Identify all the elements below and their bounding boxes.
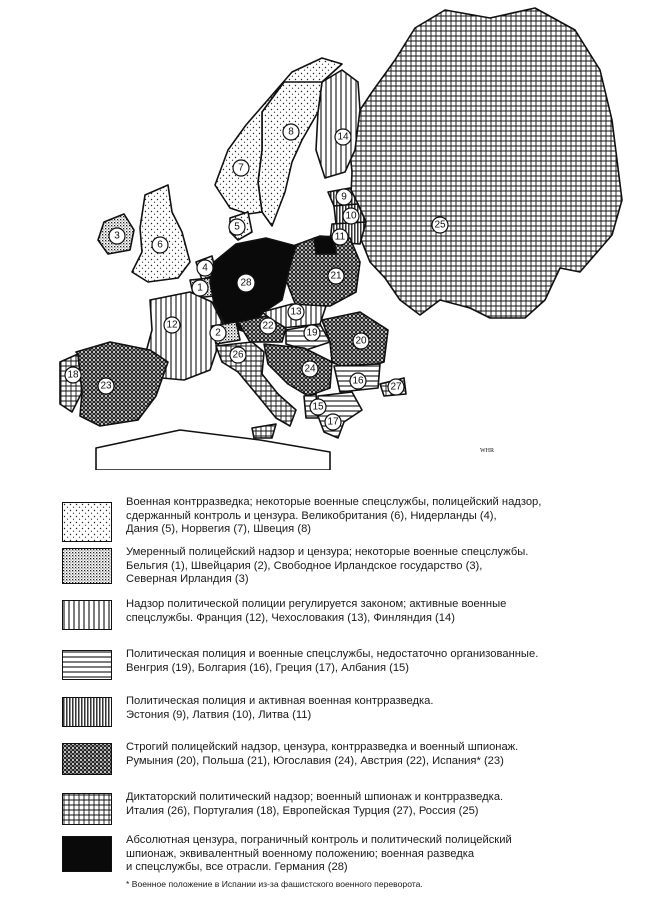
legend-line: Надзор политической полиции регулируется законом; активные военные <box>126 598 507 610</box>
legend-line: Венгрия (19), Болгария (16), Греция (17), Албания (15) <box>126 661 410 674</box>
marker-text: 21 <box>330 270 342 282</box>
legend-line: Италия (26), Португалия (18), Европейская Турция (27), Россия (25) <box>126 804 479 817</box>
marker-text: 7 <box>238 162 244 174</box>
marker-text: 9 <box>341 191 347 203</box>
region-spain <box>76 342 168 426</box>
marker-text: 4 <box>202 262 208 274</box>
legend-description <box>126 648 626 675</box>
marker-18 <box>65 367 81 383</box>
legend-line: шпионаж, эквивалентный военному положению; военная разведка <box>126 847 475 860</box>
marker-text: 19 <box>306 327 318 339</box>
marker-10 <box>343 208 359 224</box>
marker-22 <box>260 318 276 334</box>
legend-swatch <box>62 600 112 630</box>
marker-14 <box>335 129 351 145</box>
legend-line: Строгий полицейский надзор, цензура, контрразведка и военный шпионаж. <box>126 741 519 753</box>
marker-23 <box>98 378 114 394</box>
marker-9 <box>336 189 352 205</box>
legend-line: и спецслужбы, все отрасли. Германия (28) <box>126 861 348 874</box>
legend-description <box>126 741 626 768</box>
north-africa-coast <box>96 430 330 470</box>
region-sicily <box>252 424 276 438</box>
marker-19 <box>304 325 320 341</box>
legend-description <box>126 695 626 722</box>
legend-description <box>126 546 626 587</box>
marker-3 <box>109 228 125 244</box>
legend-swatch <box>62 502 112 542</box>
legend-description <box>126 834 626 875</box>
marker-text: 6 <box>157 239 163 251</box>
marker-20 <box>353 333 369 349</box>
marker-2 <box>210 325 226 341</box>
marker-text: 5 <box>234 221 240 233</box>
marker-24 <box>302 361 318 377</box>
region-russia <box>348 8 622 318</box>
marker-5 <box>229 219 245 235</box>
marker-16 <box>350 373 366 389</box>
legend-line: Бельгия (1), Швейцария (2), Свободное Ирландское государство (3), <box>126 559 483 572</box>
marker-26 <box>230 347 246 363</box>
marker-text: 14 <box>337 131 349 143</box>
legend-line: Политическая полиция и военные спецслужбы, недостаточно организованные. <box>126 648 539 660</box>
marker-text: 23 <box>100 380 112 392</box>
marker-21 <box>328 268 344 284</box>
marker-28 <box>237 274 255 292</box>
legend-line: Абсолютная цензура, пограничный контроль и политический полицейский <box>126 834 512 846</box>
marker-text: 24 <box>304 363 316 375</box>
region-great-britain <box>132 185 190 282</box>
marker-11 <box>332 229 348 245</box>
legend-line: Дания (5), Норвегия (7), Швеция (8) <box>126 523 312 536</box>
legend-line: Румыния (20), Польша (21), Югославия (24), Австрия (22), Испания* (23) <box>126 754 504 767</box>
legend-line: сдержанный контроль и цензура. Великобритания (6), Нидерланды (4), <box>126 509 497 522</box>
legend-line: Умеренный полицейский надзор и цензура; некоторые военные спецслужбы. <box>126 546 529 558</box>
marker-6 <box>152 237 168 253</box>
marker-25 <box>432 217 448 233</box>
marker-text: 15 <box>312 401 324 413</box>
marker-12 <box>164 317 180 333</box>
legend-swatch <box>62 793 112 825</box>
legend-swatch <box>62 548 112 584</box>
marker-text: 22 <box>262 320 274 332</box>
legend-swatch <box>62 743 112 775</box>
marker-text: 2 <box>215 327 221 339</box>
marker-text: 3 <box>114 230 120 242</box>
marker-text: 16 <box>352 375 364 387</box>
legend-line: Диктаторский политический надзор; военный шпионаж и контрразведка. <box>126 791 504 803</box>
legend-line: Военная контрразведка; некоторые военные спецслужбы, полицейский надзор, <box>126 496 542 508</box>
marker-27 <box>388 379 404 395</box>
marker-text: 25 <box>434 219 446 231</box>
legend-line: спецслужбы. Франция (12), Чехословакия (13), Финляндия (14) <box>126 611 455 624</box>
marker-text: 10 <box>345 210 357 222</box>
region-sweden <box>258 72 322 226</box>
region-greece <box>318 392 362 438</box>
legend-swatch <box>62 697 112 727</box>
legend-swatch <box>62 650 112 680</box>
marker-8 <box>283 124 299 140</box>
legend-line: Эстония (9), Латвия (10), Литва (11) <box>126 708 312 721</box>
footnote: * Военное положение в Испании из-за фашистского военного переворота. <box>126 879 423 889</box>
marker-17 <box>325 414 341 430</box>
marker-13 <box>288 304 304 320</box>
marker-1 <box>192 280 208 296</box>
map-signature: WHR <box>480 448 494 454</box>
marker-text: 12 <box>166 319 178 331</box>
marker-text: 28 <box>240 277 252 289</box>
marker-text: 20 <box>355 335 367 347</box>
marker-text: 11 <box>334 231 346 243</box>
marker-4 <box>197 260 213 276</box>
marker-text: 13 <box>290 306 302 318</box>
legend-description <box>126 496 626 537</box>
legend-description <box>126 791 626 818</box>
marker-7 <box>233 160 249 176</box>
legend-line: Политическая полиция и активная военная контрразведка. <box>126 695 434 707</box>
marker-text: 18 <box>67 369 79 381</box>
marker-text: 8 <box>288 126 294 138</box>
marker-text: 27 <box>390 381 402 393</box>
marker-text: 26 <box>232 349 244 361</box>
legend-swatch <box>62 836 112 872</box>
marker-text: 17 <box>327 416 339 428</box>
legend-description <box>126 598 626 625</box>
marker-text: 1 <box>197 282 203 294</box>
legend-line: Северная Ирландия (3) <box>126 573 249 586</box>
marker-15 <box>310 399 326 415</box>
